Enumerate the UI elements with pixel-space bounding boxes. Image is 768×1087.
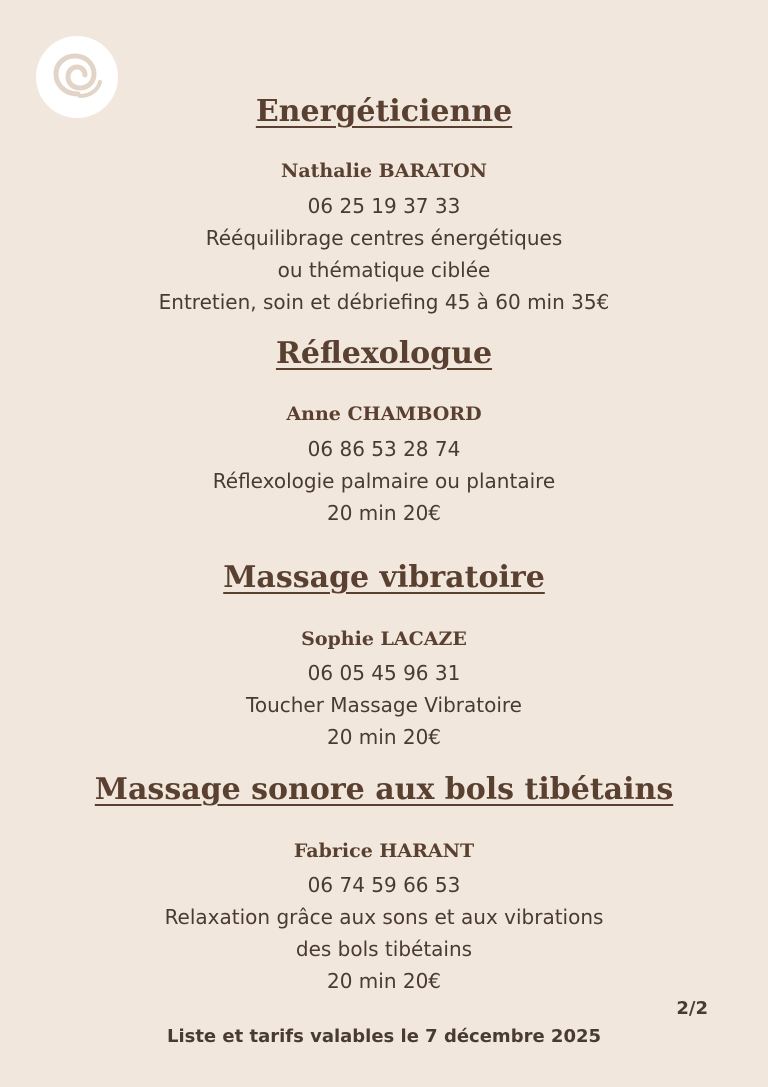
service-description: Relaxation grâce aux sons et aux vibrations (164, 905, 604, 929)
validity-footer: Liste et tarifs valables le 7 décembre 2025 (166, 1026, 602, 1047)
service-description: ou thématique ciblée (277, 258, 491, 282)
service-description: des bols tibétains (295, 937, 473, 961)
page-number: 2/2 (676, 998, 708, 1019)
service-description: Rééquilibrage centres énergétiques (205, 226, 563, 250)
section-title-energeticienne: Energéticienne (255, 94, 513, 129)
service-price: 20 min 20€ (326, 725, 442, 749)
practitioner-name: Fabrice HARANT (293, 840, 475, 862)
service-price: 20 min 20€ (326, 969, 442, 993)
phone-number: 06 05 45 96 31 (307, 661, 461, 685)
service-price: Entretien, soin et débriefing 45 à 60 min 35€ (158, 290, 610, 314)
practitioner-name: Anne CHAMBORD (286, 403, 482, 425)
phone-number: 06 86 53 28 74 (307, 437, 461, 461)
practitioner-name: Sophie LACAZE (301, 628, 467, 650)
section-title-reflexologue: Réflexologue (275, 336, 493, 371)
service-description: Toucher Massage Vibratoire (246, 693, 522, 717)
section-title-massage-sonore: Massage sonore aux bols tibétains (94, 772, 674, 807)
service-description: Réflexologie palmaire ou plantaire (212, 469, 556, 493)
practitioner-name: Nathalie BARATON (280, 160, 488, 182)
section-title-massage-vibratoire: Massage vibratoire (223, 560, 545, 595)
service-price: 20 min 20€ (326, 501, 442, 525)
phone-number: 06 74 59 66 53 (307, 873, 461, 897)
phone-number: 06 25 19 37 33 (307, 194, 461, 218)
